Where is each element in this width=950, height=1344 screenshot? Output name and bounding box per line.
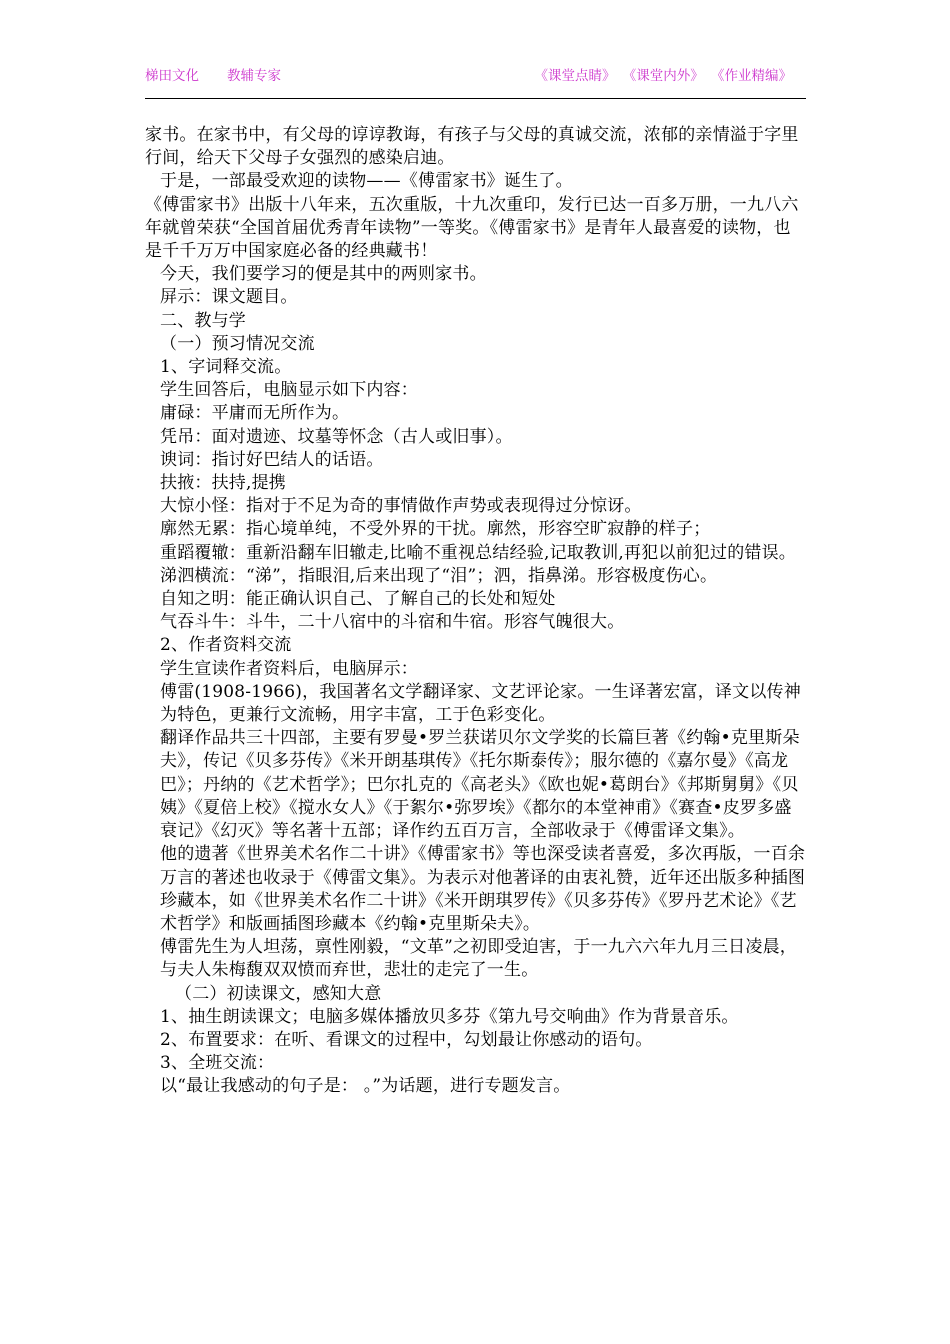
paragraph: 今天，我们要学习的便是其中的两则家书。 — [160, 264, 487, 285]
paragraph: 庸碌：平庸而无所作为。 — [160, 403, 350, 424]
paragraph: 他的遗著《世界美术名作二十讲》《傅雷家书》等也深受读者喜爱，多次再版，一百余万言的著述也收录于《傅雷文集》。为表示对他著译的由衷礼赞，近年还出版多种插图珍藏本，如《世界美术名作二十讲》《米开朗琪罗传》《贝多芬传》《罗丹艺术论》《艺术哲学》和版画插图珍藏本《约翰•克里斯朵夫》。 — [160, 844, 806, 934]
paragraph: 屏示：课文题目。 — [160, 287, 298, 308]
paragraph: 扶掖：扶持,提携 — [160, 473, 287, 494]
paragraph: （一）预习情况交流 — [160, 333, 315, 354]
paragraph: 傅雷(1908-1966)，我国著名文学翻译家、文艺评论家。一生译著宏富，译文以传神为特色，更兼行文流畅，用字丰富，工于色彩变化。 — [160, 681, 801, 726]
paragraph: 傅雷先生为人坦荡，禀性刚毅，“文革”之初即受迫害，于一九六六年九月三日凌晨，与夫人朱梅馥双双愤而弃世，悲壮的走完了一生。 — [160, 937, 797, 981]
header-slogan: 教辅专家 — [227, 68, 281, 84]
header-brand-group — [145, 64, 281, 84]
paragraph: 涕泗横流：“涕”，指眼泪,后来出现了“泪”；泗，指鼻涕。形容极度伤心。 — [160, 565, 718, 586]
paragraph: 以“最让我感动的句子是： 。”为话题，进行专题发言。 — [160, 1076, 571, 1097]
paragraph: （二）初读课文，感知大意 — [175, 983, 382, 1004]
paragraph: 《傅雷家书》出版十八年来，五次重版，十九次重印，发行已达一百多万册，一九八六年就曾荣获“全国首届优秀青年读物”一等奖。《傅雷家书》是青年人最喜爱的读物，也是千千万万中国家庭必备的经典藏书！ — [145, 194, 799, 262]
paragraph: 二、教与学 — [160, 310, 246, 331]
paragraph: 学生宣读作者资料后，电脑屏示： — [160, 658, 418, 679]
paragraph: 于是，一部最受欢迎的读物——《傅雷家书》诞生了。 — [160, 171, 573, 192]
header-link-zuoye-jingbian: 《作业精编》 — [717, 68, 792, 84]
paragraph: 凭吊：面对遗迹、坟墓等怀念（古人或旧事）。 — [160, 426, 513, 447]
paragraph: 学生回答后，电脑显示如下内容： — [160, 380, 418, 401]
paragraph: 3、全班交流： — [160, 1053, 275, 1074]
document-body — [145, 124, 806, 1099]
paragraph: 1、抽生朗读课文；电脑多媒体播放贝多芬《第九号交响曲》作为背景音乐。 — [160, 1006, 739, 1027]
paragraph: 2、作者资料交流 — [160, 635, 292, 656]
paragraph: 谀词：指讨好巴结人的话语。 — [160, 449, 384, 470]
paragraph: 翻译作品共三十四部，主要有罗曼•罗兰获诺贝尔文学奖的长篇巨著《约翰•克里斯朵夫》，传记《贝多芬传》《米开朗基琪传》《托尔斯泰传》；服尔德的《嘉尔曼》《高龙巴》；丹纳的《艺术哲学》；巴尔扎克的《高老头》《欧也妮•葛朗台》《邦斯舅舅》《贝姨》《夏倍上校》《搅水女人》《于絮尔•弥罗埃》《都尔的本堂神甫》《赛查•皮罗多盛衰记》《幻灭》等名著十五部；译作约五百万言，全部收录于《傅雷译文集》。 — [160, 728, 800, 842]
header-book-links — [535, 64, 793, 84]
paragraph: 重蹈覆辙：重新沿翻车旧辙走,比喻不重视总结经验,记取教训,再犯以前犯过的错误。 — [160, 542, 797, 563]
page-header — [145, 64, 806, 86]
paragraph: 大惊小怪：指对于不足为奇的事情做作声势或表现得过分惊讶。 — [160, 496, 642, 517]
paragraph: 1、字词释交流。 — [160, 357, 292, 378]
paragraph: 廓然无累：指心境单纯，不受外界的干扰。廓然，形容空旷寂静的样子； — [160, 519, 711, 540]
header-divider — [145, 98, 806, 99]
paragraph: 家书。在家书中，有父母的谆谆教诲，有孩子与父母的真诚交流，浓郁的亲情溢于字里行间，给天下父母子女强烈的感染启迪。 — [145, 125, 799, 169]
header-brand: 梯田文化 — [145, 68, 199, 84]
header-link-ketang-dianjing: 《课堂点睛》 — [534, 68, 616, 84]
paragraph: 2、布置要求：在听、看课文的过程中，勾划最让你感动的语句。 — [160, 1029, 653, 1050]
paragraph: 气吞斗牛：斗牛，二十八宿中的斗宿和牛宿。形容气魄很大。 — [160, 612, 625, 633]
paragraph: 自知之明：能正确认识自己、了解自己的长处和短处 — [160, 589, 556, 610]
header-link-ketang-neiwai: 《课堂内外》 — [629, 68, 704, 84]
